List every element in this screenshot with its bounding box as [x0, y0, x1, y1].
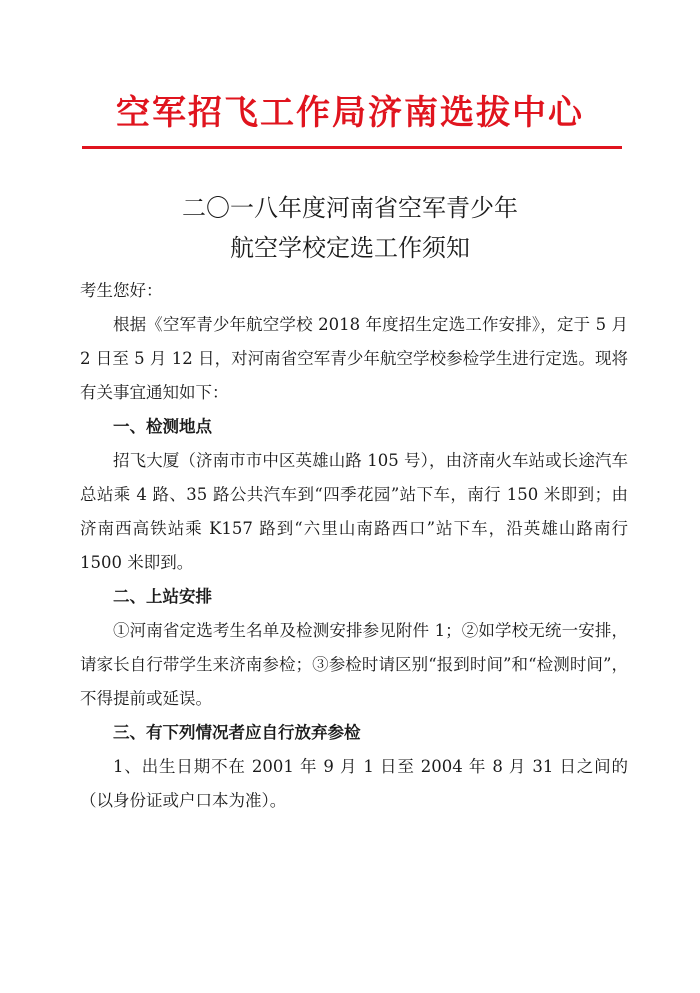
document-body [80, 274, 628, 818]
section-heading-location: 一、检测地点 [113, 417, 212, 436]
disqualification-item-1: 1、出生日期不在 2001 年 9 月 1 日至 2004 年 8 月 31 日之间的（以身份证或户口本为准）。 [80, 757, 628, 810]
document-title-line-2: 航空学校定选工作须知 [230, 234, 470, 262]
greeting: 考生您好： [80, 281, 163, 300]
section-arrangement-text: ①河南省定选考生名单及检测安排参见附件 1；②如学校无统一安排，请家长自行带学生来济南参检；③参检时请区别“报到时间”和“检测时间”，不得提前或延误。 [80, 621, 628, 708]
header-red-rule [82, 146, 622, 149]
document-title [0, 188, 700, 268]
document-title-line-1: 二〇一八年度河南省空军青少年 [182, 194, 518, 222]
section-heading-disqualification: 三、有下列情况者应自行放弃参检 [113, 723, 361, 742]
section-heading-arrangement: 二、上站安排 [113, 587, 212, 606]
intro-paragraph: 根据《空军青少年航空学校 2018 年度招生定选工作安排》，定于 5 月 2 日至 5 月 12 日，对河南省空军青少年航空学校参检学生进行定选。现将有关事宜通知如下： [80, 315, 628, 402]
org-header-title: 空军招飞工作局济南选拔中心 [116, 93, 584, 133]
section-location-text: 招飞大厦（济南市市中区英雄山路 105 号），由济南火车站或长途汽车总站乘 4 路、35 路公共汽车到“四季花园”站下车，南行 150 米即到；由济南西高铁站乘 K157 路到“六里山南路西口”站下车，沿英雄山路南行 1500 米即到。 [80, 451, 628, 572]
